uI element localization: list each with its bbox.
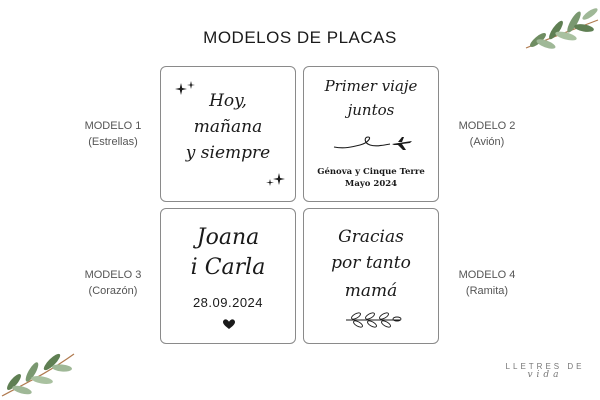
model-label-1 — [58, 118, 168, 150]
sprig-icon — [344, 311, 402, 329]
plaque-date: 28.09.2024 — [192, 295, 264, 310]
plaque-card-model-1 — [160, 66, 296, 202]
plaque-card-model-2 — [303, 66, 439, 202]
plaque-line-3: y siempre — [185, 143, 271, 163]
plaque-line-2: mañana — [193, 117, 263, 137]
model-variant: (Avión) — [469, 136, 505, 148]
model-name: MODELO 2 — [458, 120, 516, 132]
plaque-line-3: mamá — [344, 281, 398, 301]
plaque-line-2: juntos — [347, 101, 395, 119]
plaque-line-1: Primer viaje — [324, 77, 418, 95]
model-name: MODELO 4 — [458, 269, 516, 281]
model-label-3 — [58, 267, 168, 299]
plaque-line-2: i Carla — [190, 255, 266, 280]
heart-icon — [223, 319, 235, 330]
model-label-2 — [432, 118, 542, 150]
model-variant: (Corazón) — [88, 285, 138, 297]
plaque-line-2: por tanto — [331, 253, 411, 273]
plaque-line-1: Hoy, — [209, 91, 247, 111]
plaque-card-model-3 — [160, 208, 296, 344]
model-variant: (Ramita) — [465, 285, 509, 297]
model-name: MODELO 1 — [84, 120, 142, 132]
brand-logo — [505, 362, 585, 380]
olive-branch-icon — [0, 344, 80, 400]
plaque-card-model-4 — [303, 208, 439, 344]
model-name: MODELO 3 — [84, 269, 142, 281]
plaque-date: Mayo 2024 — [344, 179, 398, 189]
brand-line-1: LLETRES DE — [505, 362, 585, 371]
plaque-place: Génova y Cinque Terre — [317, 167, 425, 177]
airplane-icon — [332, 133, 414, 155]
plaque-line-1: Joana — [196, 225, 260, 250]
model-variant: (Estrellas) — [88, 136, 138, 148]
brand-line-2: vida — [527, 370, 563, 380]
model-label-4 — [432, 267, 542, 299]
sparkle-icon — [265, 169, 287, 189]
page-title: MODELOS DE PLACAS — [203, 28, 397, 47]
plaque-line-1: Gracias — [338, 227, 404, 247]
